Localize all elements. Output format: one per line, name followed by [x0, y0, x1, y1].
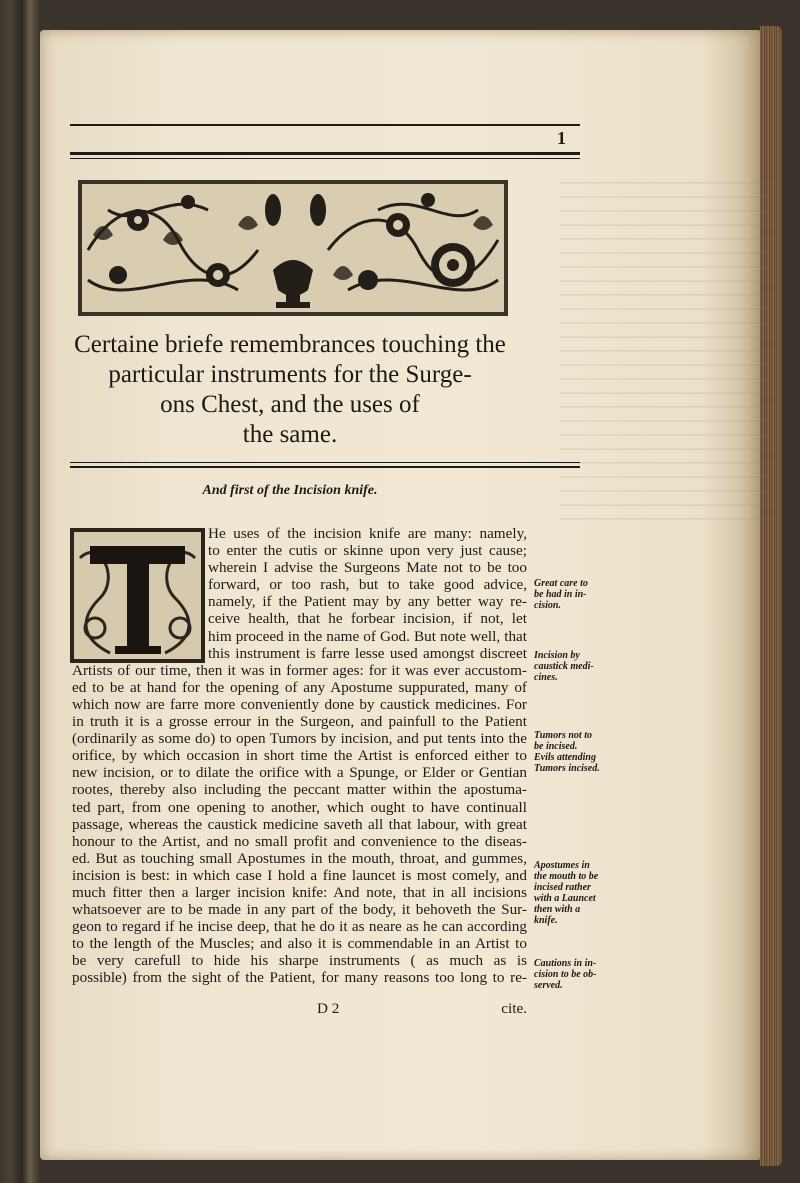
- margin-note-line: be had in in-: [534, 589, 587, 600]
- body-line: be very carefull to hide his sharpe instruments ( as much as is: [72, 952, 527, 970]
- body-paragraph: [72, 525, 527, 987]
- body-line: Artists of our time, then it was in former ages: for it was ever accustom-: [72, 661, 527, 679]
- title-line: the same.: [242, 421, 338, 448]
- title-line: ons Chest, and the uses of: [160, 391, 420, 418]
- body-line: possible) from the sight of the Patient, for many reasons too long to re-: [72, 969, 527, 987]
- margin-note-line: Tumors incised.: [534, 763, 600, 774]
- body-line: new incision, or to dilate the orifice with a Spunge, or Elder or Gentian: [72, 764, 527, 782]
- margin-note-line: the mouth to be: [534, 871, 599, 882]
- body-line: which now are farre more conveniently done by caustick medicines. For: [72, 695, 527, 713]
- body-line: to the length of the Muscles; and also it is commendable in an Artist to: [72, 935, 527, 953]
- margin-note-line: knife.: [534, 915, 558, 926]
- body-line: ed. But as touching small Apostumes in the mouth, throat, and gummes,: [72, 849, 527, 867]
- body-line: wherein I advise the Surgeons Mate not to be too: [208, 559, 527, 577]
- body-line: ted part, from one opening to another, which ought to have continuall: [72, 798, 527, 816]
- margin-note-line: incised rather: [534, 882, 591, 893]
- signature-mark: D 2: [317, 1000, 340, 1017]
- margin-note: [534, 958, 624, 991]
- margin-note-line: Incision by: [534, 650, 580, 661]
- body-line: honour to the Artist, and no small profit and convenience to the diseas-: [72, 832, 527, 850]
- margin-note-line: Evils attending: [534, 752, 596, 763]
- chapter-title: [70, 330, 510, 450]
- margin-note-line: served.: [534, 980, 563, 991]
- body-line: to enter the cutis or skinne upon very just cause;: [208, 542, 527, 560]
- body-line: orifice, by which occasion in short time the Artist is enforced either to: [72, 747, 527, 765]
- margin-note-line: Great care to: [534, 578, 588, 589]
- page-number: 1: [557, 128, 566, 148]
- body-line: namely, if the Patient may by any better way re-: [208, 593, 527, 611]
- title-rule-thin: [70, 462, 580, 463]
- body-line: passage, whereas the caustick medicine saveth all that labour, with great: [72, 815, 527, 833]
- margin-note-line: Tumors not to: [534, 730, 592, 741]
- body-line: He uses of the incision knife are many: namely,: [208, 525, 527, 542]
- floral-headpiece-ornament: [78, 180, 508, 316]
- margin-note-line: be incised.: [534, 741, 578, 752]
- body-line: much fitter then a larger incision knife: And note, that in all incisions: [72, 883, 527, 901]
- title-line: particular instruments for the Surge-: [108, 361, 472, 388]
- body-line: rootes, thereby also including the peccant matter within the apostuma-: [72, 781, 527, 799]
- section-subtitle: And first of the Incision knife.: [202, 483, 378, 498]
- body-line: whatsoever are to be made in any part of the body, it behoveth the Sur-: [72, 901, 527, 919]
- margin-note-line: then with a: [534, 904, 581, 915]
- margin-note-line: caustick medi-: [534, 661, 594, 672]
- title-line: Certaine briefe remembrances touching the: [74, 331, 506, 358]
- body-line: (ordinarily as some do) to open Tumors by incision, and put tents into the: [72, 730, 527, 748]
- body-line: incision is best: in which case I hold a fine launcet is most comely, and: [72, 866, 527, 884]
- margin-note: [534, 860, 624, 926]
- body-line: in truth it is a grosse errour in the Surgeon, and painfull to the Patient: [72, 713, 527, 731]
- margin-note: [534, 730, 624, 774]
- body-line: forward, or too rash, but to take good advice,: [208, 576, 527, 594]
- margin-note: [534, 650, 624, 683]
- page-footer: [72, 1000, 527, 1018]
- header-rule-thin: [70, 158, 580, 159]
- title-rule-thick: [70, 466, 580, 468]
- margin-note-line: Apostumes in: [534, 860, 590, 871]
- body-line: this instrument is farre lesse used amongst discreet: [208, 644, 527, 662]
- catchword: cite.: [501, 1000, 527, 1017]
- margin-note-line: cision to be ob-: [534, 969, 597, 980]
- body-line: him proceed in the name of God. But note well, that: [208, 627, 527, 645]
- header-rule-bottom: [70, 152, 580, 155]
- body-line: ed to be at hand for the opening of any Apostume suppurated, many of: [72, 678, 527, 696]
- header-rule-top: [70, 124, 580, 126]
- margin-note-line: with a Launcet: [534, 893, 596, 904]
- margin-note-line: Cautions in in-: [534, 958, 597, 969]
- margin-note-line: cision.: [534, 600, 561, 611]
- margin-note-line: cines.: [534, 672, 558, 683]
- margin-note: [534, 578, 624, 611]
- body-line: ceive health, that he forbear incision, if not, let: [208, 610, 527, 628]
- body-line: geon to regard if he incise deep, that he do it as neare as he can according: [72, 918, 527, 936]
- show-through-text: [560, 180, 780, 520]
